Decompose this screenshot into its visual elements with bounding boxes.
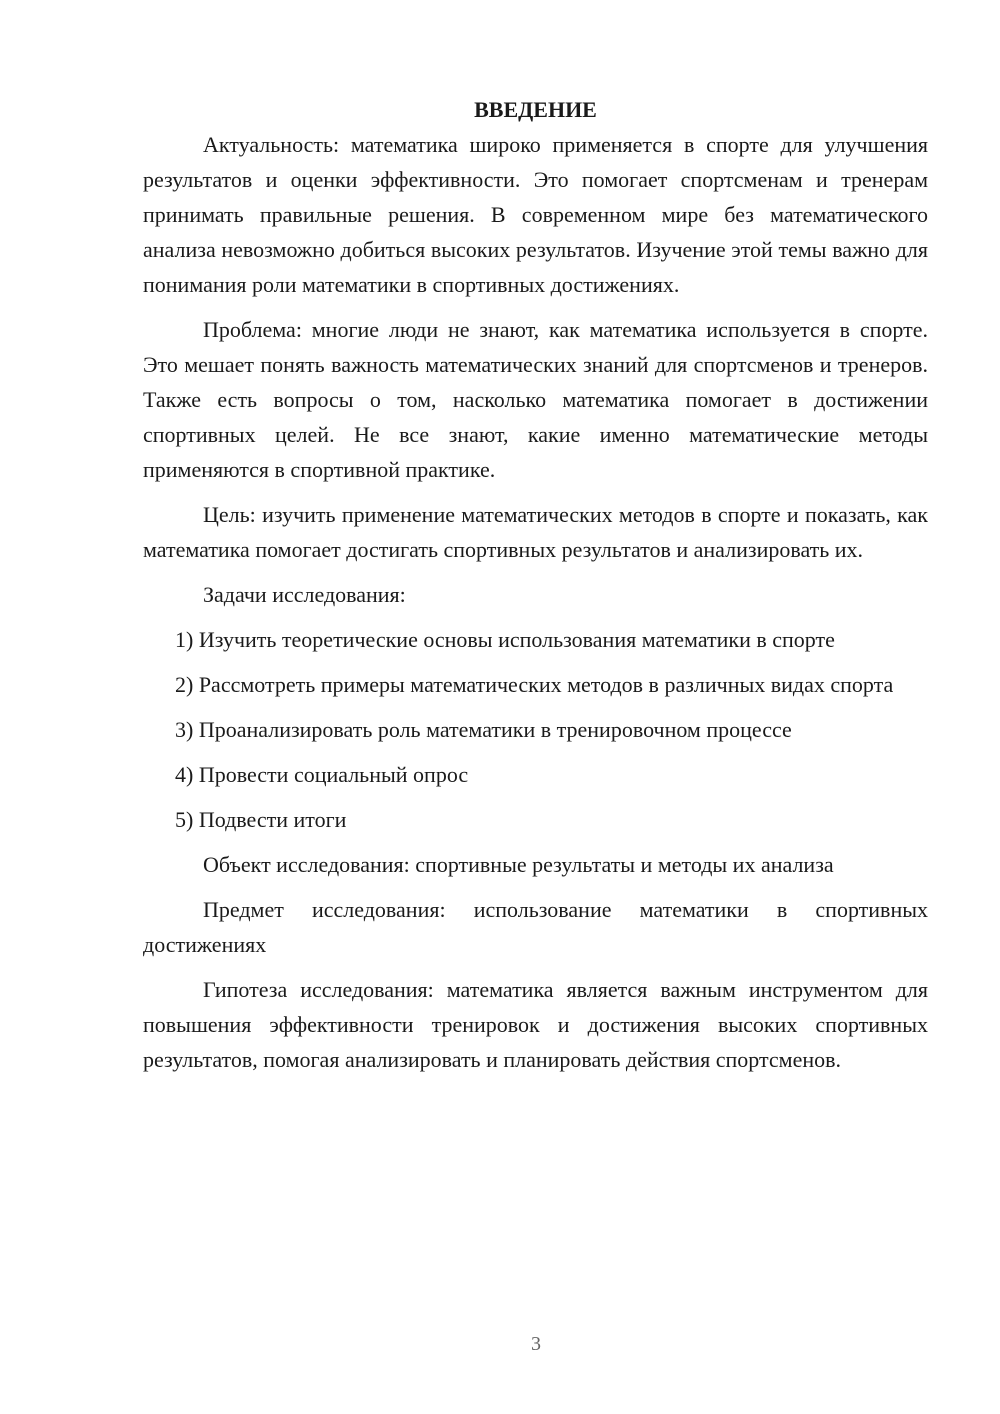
task-item-5: 5) Подвести итоги [175,807,347,832]
task-item-1: 1) Изучить теоретические основы использования математики в спорте [175,627,835,652]
task-item-3: 3) Проанализировать роль математики в тренировочном процессе [175,717,792,742]
task-item-2: 2) Рассмотреть примеры математических методов в различных видах спорта [175,672,894,697]
paragraph-subject: Предмет исследования: использование математики в спортивных достижениях [143,897,928,957]
paragraph-hypothesis: Гипотеза исследования: математика является важным инструментом для повышения эффективности тренировок и достижения высоких спортивных результатов, помогая анализировать и планировать действия спортсменов. [143,977,928,1072]
paragraph-goal: Цель: изучить применение математических методов в спорте и показать, как математика помогает достигать спортивных результатов и анализировать их. [143,502,928,562]
section-title: ВВЕДЕНИЕ [474,97,597,122]
tasks-heading: Задачи исследования: [203,582,406,607]
page-number: 3 [531,1333,541,1355]
paragraph-object: Объект исследования: спортивные результаты и методы их анализа [203,852,834,877]
page-content [143,92,928,1087]
paragraph-relevance: Актуальность: математика широко применяется в спорте для улучшения результатов и оценки эффективности. Это помогает спортсменам и тренерам принимать правильные решения. В современном мире без математического анализа невозможно добиться высоких результатов. Изучение этой темы важно для понимания роли математики в спортивных достижениях. [143,132,928,297]
paragraph-problem: Проблема: многие люди не знают, как математика используется в спорте. Это мешает понять важность математических знаний для спортсменов и тренеров. Также есть вопросы о том, насколько математика помогает в достижении спортивных целей. Не все знают, какие именно математические методы применяются в спортивной практике. [143,317,928,482]
task-item-4: 4) Провести социальный опрос [175,762,469,787]
tasks-list [143,622,928,837]
